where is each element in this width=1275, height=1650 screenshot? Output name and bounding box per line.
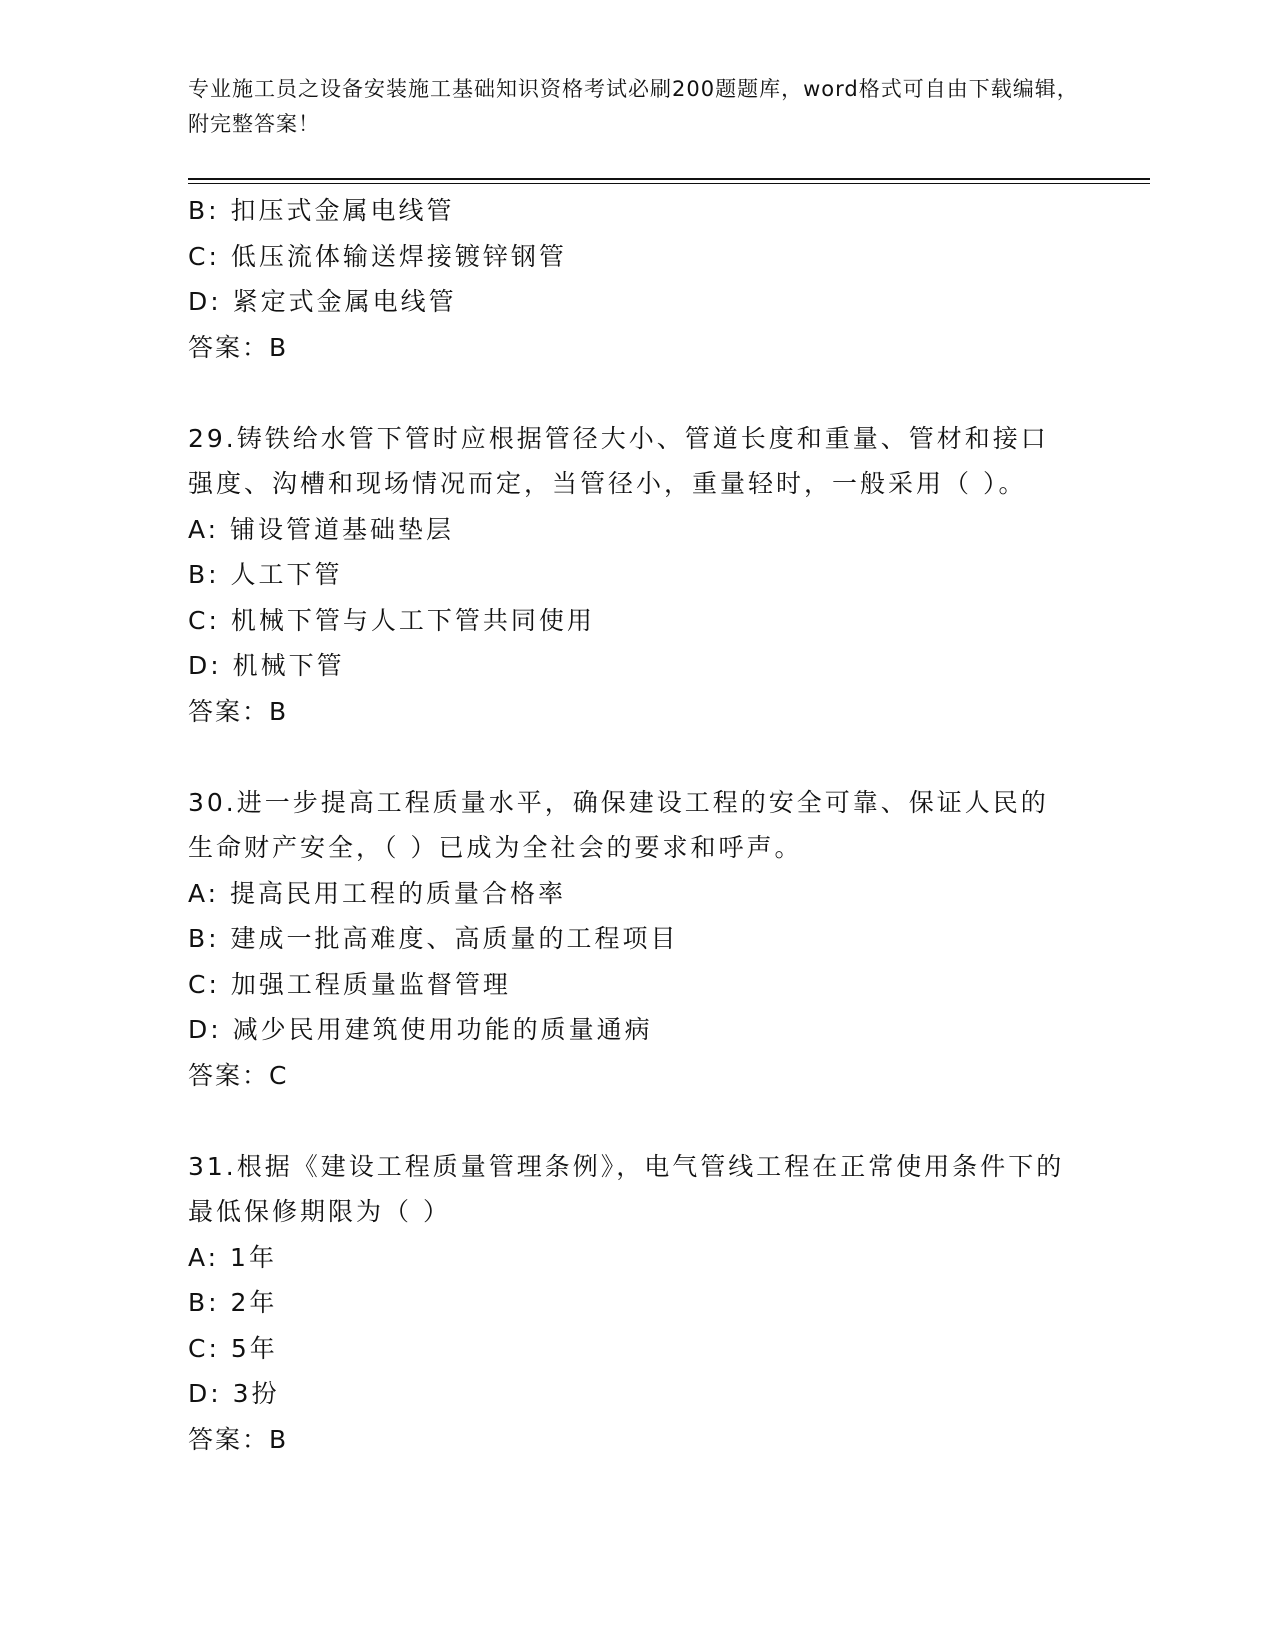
question-stem: 29.铸铁给水管下管时应根据管径大小、管道长度和重量、管材和接口强度、沟槽和现场情况而定，当管径小，重量轻时，一般采用（ ）。	[188, 423, 1049, 498]
option-c: C: 低压流体输送焊接镀锌钢管	[188, 241, 567, 271]
question-31	[188, 1144, 1148, 1463]
option-b: B: 人工下管	[188, 560, 343, 589]
answer: 答案：C	[188, 1060, 289, 1090]
option-d: D: 3扮	[188, 1379, 280, 1408]
spacer	[188, 370, 1148, 416]
answer: 答案：B	[188, 696, 289, 726]
option-c: C: 加强工程质量监督管理	[188, 969, 511, 999]
question-stem: 30.进一步提高工程质量水平，确保建设工程的安全可靠、保证人民的生命财产安全，（ ）已成为全社会的要求和呼声。	[188, 787, 1049, 862]
header-rule-thick	[188, 178, 1150, 180]
option-b: B: 扣压式金属电线管	[188, 196, 455, 225]
question-29	[188, 416, 1148, 735]
question-30	[188, 780, 1148, 1099]
header-rule-thin	[188, 183, 1150, 184]
document-header: 专业施工员之设备安装施工基础知识资格考试必刷200题题库，word格式可自由下载编辑，附完整答案！	[188, 77, 1079, 136]
option-a: A: 铺设管道基础垫层	[188, 514, 455, 544]
spacer	[188, 734, 1148, 780]
answer: 答案：B	[188, 1424, 289, 1454]
option-a: A: 提高民用工程的质量合格率	[188, 878, 567, 908]
option-d: D: 紧定式金属电线管	[188, 287, 457, 316]
answer: 答案：B	[188, 332, 289, 362]
option-b: B: 2年	[188, 1288, 278, 1317]
document-body	[188, 188, 1148, 1462]
option-c: C: 5年	[188, 1333, 278, 1363]
option-d: D: 机械下管	[188, 651, 345, 680]
continued-question	[188, 188, 1148, 370]
option-b: B: 建成一批高难度、高质量的工程项目	[188, 924, 679, 953]
option-c: C: 机械下管与人工下管共同使用	[188, 605, 595, 635]
question-stem: 31.根据《建设工程质量管理条例》，电气管线工程在正常使用条件下的最低保修期限为（ ）	[188, 1151, 1065, 1226]
option-a: A: 1年	[188, 1242, 277, 1272]
spacer	[188, 1098, 1148, 1144]
option-d: D: 减少民用建筑使用功能的质量通病	[188, 1015, 653, 1044]
